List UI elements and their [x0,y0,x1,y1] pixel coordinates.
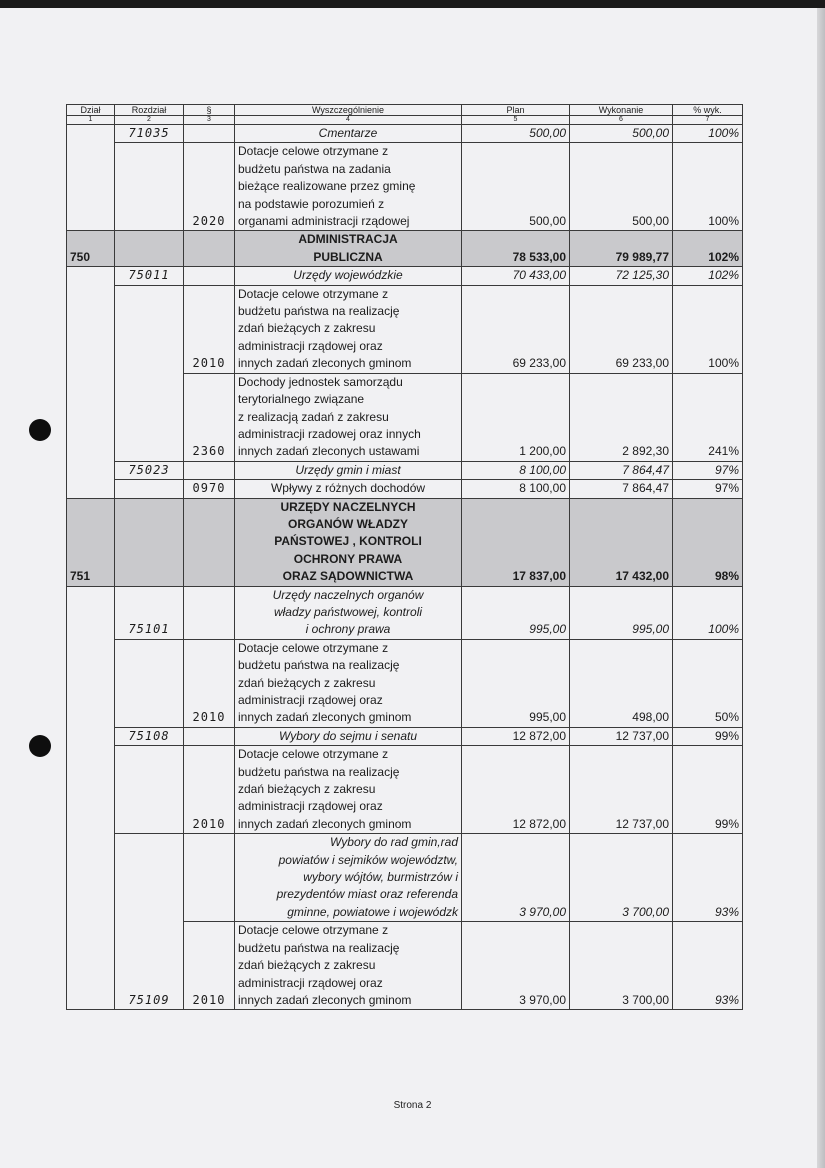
cell-dzial [67,267,115,498]
cell-rozdzial [115,498,184,586]
punch-hole [29,735,51,757]
table-row-rozdzial [67,461,743,479]
col-number: 5 [462,116,570,125]
cell-paragraf: 2010 [184,922,235,1010]
cell-procent: 97% [673,461,743,479]
cell-rozdzial: 75108 [115,727,184,745]
cell-plan: 8 100,00 [462,461,570,479]
cell-procent: 99% [673,746,743,834]
cell-rozdzial: 75011 [115,267,184,285]
cell-description: Cmentarze [235,125,462,143]
cell-description: URZĘDY NACZELNYCH ORGANÓW WŁADZY PAŃSTOWEJ , KONTROLI OCHRONY PRAWA ORAZ SĄDOWNICTWA [235,498,462,586]
cell-plan: 69 233,00 [462,285,570,373]
col-header-wyszczegolnienie: Wyszczególnienie [235,105,462,116]
cell-rozdzial: 75109 [115,834,184,1010]
cell-description: Dotacje celowe otrzymane z budżetu państwa na realizację zdań bieżących z zakresu administracji rządowej oraz innych zadań zleconych gminom [235,285,462,373]
cell-wykonanie: 69 233,00 [570,285,673,373]
cell-plan: 8 100,00 [462,480,570,498]
cell-procent: 100% [673,586,743,639]
table-row-paragraf [67,746,743,834]
cell-wykonanie: 79 989,77 [570,231,673,267]
cell-plan: 995,00 [462,639,570,727]
cell-procent: 93% [673,834,743,922]
cell-paragraf: 2010 [184,746,235,834]
table-row-paragraf [67,639,743,727]
page-number: Strona 2 [393,1100,432,1111]
cell-wykonanie: 12 737,00 [570,746,673,834]
cell-description: Dotacje celowe otrzymane z budżetu państwa na realizację zdań bieżących z zakresu administracji rządowej oraz innych zadań zleconych gminom [235,639,462,727]
cell-paragraf [184,231,235,267]
budget-table [66,104,743,1010]
cell-wykonanie: 17 432,00 [570,498,673,586]
cell-dzial [67,125,115,231]
table-row-rozdzial [67,125,743,143]
cell-dzial: 750 [67,231,115,267]
punch-hole [29,419,51,441]
cell-paragraf: 2010 [184,639,235,727]
cell-rozdzial: 75101 [115,586,184,639]
cell-procent: 50% [673,639,743,727]
col-number: 7 [673,116,743,125]
cell-wykonanie: 995,00 [570,586,673,639]
cell-procent: 93% [673,922,743,1010]
cell-procent: 98% [673,498,743,586]
cell-paragraf: 2020 [184,143,235,231]
cell-rozdzial [115,746,184,834]
cell-description: Dotacje celowe otrzymane z budżetu państwa na realizację zdań bieżących z zakresu administracji rządowej oraz innych zadań zleconych gminom [235,922,462,1010]
cell-wykonanie: 7 864,47 [570,461,673,479]
cell-procent: 97% [673,480,743,498]
table-row-paragraf [67,285,743,373]
cell-plan: 17 837,00 [462,498,570,586]
cell-paragraf [184,125,235,143]
col-number: 1 [67,116,115,125]
cell-plan: 1 200,00 [462,373,570,461]
cell-description: Urzędy wojewódzkie [235,267,462,285]
cell-description: Wybory do rad gmin,rad powiatów i sejmików województw, wybory wójtów, burmistrzów i prezydentów miast oraz referenda gminne, powiatowe i wojewódzk [235,834,462,922]
cell-plan: 12 872,00 [462,746,570,834]
col-header-wykonanie: Wykonanie [570,105,673,116]
col-number: 4 [235,116,462,125]
cell-wykonanie: 500,00 [570,125,673,143]
cell-wykonanie: 7 864,47 [570,480,673,498]
cell-plan: 500,00 [462,143,570,231]
cell-wykonanie: 2 892,30 [570,373,673,461]
col-number: 3 [184,116,235,125]
cell-description: Dochody jednostek samorządu terytorialnego związane z realizacją zadań z zakresu administracji rzadowej oraz innych innych zadań zleconych ustawami [235,373,462,461]
cell-description: Wpływy z różnych dochodów [235,480,462,498]
scan-right-edge [817,8,825,1168]
cell-description: ADMINISTRACJA PUBLICZNA [235,231,462,267]
cell-paragraf [184,834,235,922]
cell-procent: 100% [673,125,743,143]
table-row-rozdzial [67,834,743,922]
cell-rozdzial [115,143,184,231]
cell-paragraf [184,498,235,586]
cell-procent: 241% [673,373,743,461]
cell-plan: 70 433,00 [462,267,570,285]
header-number-row [67,116,743,125]
cell-wykonanie: 72 125,30 [570,267,673,285]
table-row-rozdzial [67,267,743,285]
table-row-rozdzial [67,727,743,745]
cell-procent: 99% [673,727,743,745]
cell-dzial: 751 [67,498,115,586]
cell-plan: 3 970,00 [462,922,570,1010]
cell-plan: 995,00 [462,586,570,639]
cell-procent: 102% [673,267,743,285]
table-row-section [67,498,743,586]
cell-plan: 78 533,00 [462,231,570,267]
cell-description: Urzędy naczelnych organów władzy państwowej, kontroli i ochrony prawa [235,586,462,639]
table-row-rozdzial [67,586,743,639]
cell-paragraf: 2360 [184,373,235,461]
table-body [67,125,743,1010]
cell-plan: 500,00 [462,125,570,143]
cell-wykonanie: 498,00 [570,639,673,727]
table-row-paragraf [67,143,743,231]
col-number: 2 [115,116,184,125]
cell-procent: 102% [673,231,743,267]
cell-rozdzial: 71035 [115,125,184,143]
cell-paragraf [184,586,235,639]
col-header-rozdzial: Rozdział [115,105,184,116]
cell-paragraf: 2010 [184,285,235,373]
cell-paragraf: 0970 [184,480,235,498]
cell-rozdzial [115,480,184,498]
cell-paragraf [184,461,235,479]
col-header-dzial: Dział [67,105,115,116]
cell-procent: 100% [673,143,743,231]
cell-dzial [67,586,115,1010]
cell-procent: 100% [673,285,743,373]
header-row [67,105,743,116]
cell-wykonanie: 3 700,00 [570,922,673,1010]
cell-description: Wybory do sejmu i senatu [235,727,462,745]
col-header-paragraf: § [184,105,235,116]
cell-wykonanie: 500,00 [570,143,673,231]
cell-wykonanie: 3 700,00 [570,834,673,922]
table-row-section [67,231,743,267]
cell-description: Dotacje celowe otrzymane z budżetu państwa na zadania bieżące realizowane przez gminę na podstawie porozumień z organami administracji rządowej [235,143,462,231]
cell-paragraf [184,267,235,285]
cell-rozdzial: 75023 [115,461,184,479]
cell-plan: 3 970,00 [462,834,570,922]
col-header-procent: % wyk. [673,105,743,116]
cell-rozdzial [115,639,184,727]
cell-wykonanie: 12 737,00 [570,727,673,745]
cell-rozdzial [115,231,184,267]
cell-description: Dotacje celowe otrzymane z budżetu państwa na realizację zdań bieżących z zakresu administracji rządowej oraz innych zadań zleconych gminom [235,746,462,834]
col-header-plan: Plan [462,105,570,116]
cell-paragraf [184,727,235,745]
cell-plan: 12 872,00 [462,727,570,745]
table-row-paragraf [67,480,743,498]
col-number: 6 [570,116,673,125]
cell-description: Urzędy gmin i miast [235,461,462,479]
scan-top-edge [0,0,825,8]
cell-rozdzial [115,285,184,461]
